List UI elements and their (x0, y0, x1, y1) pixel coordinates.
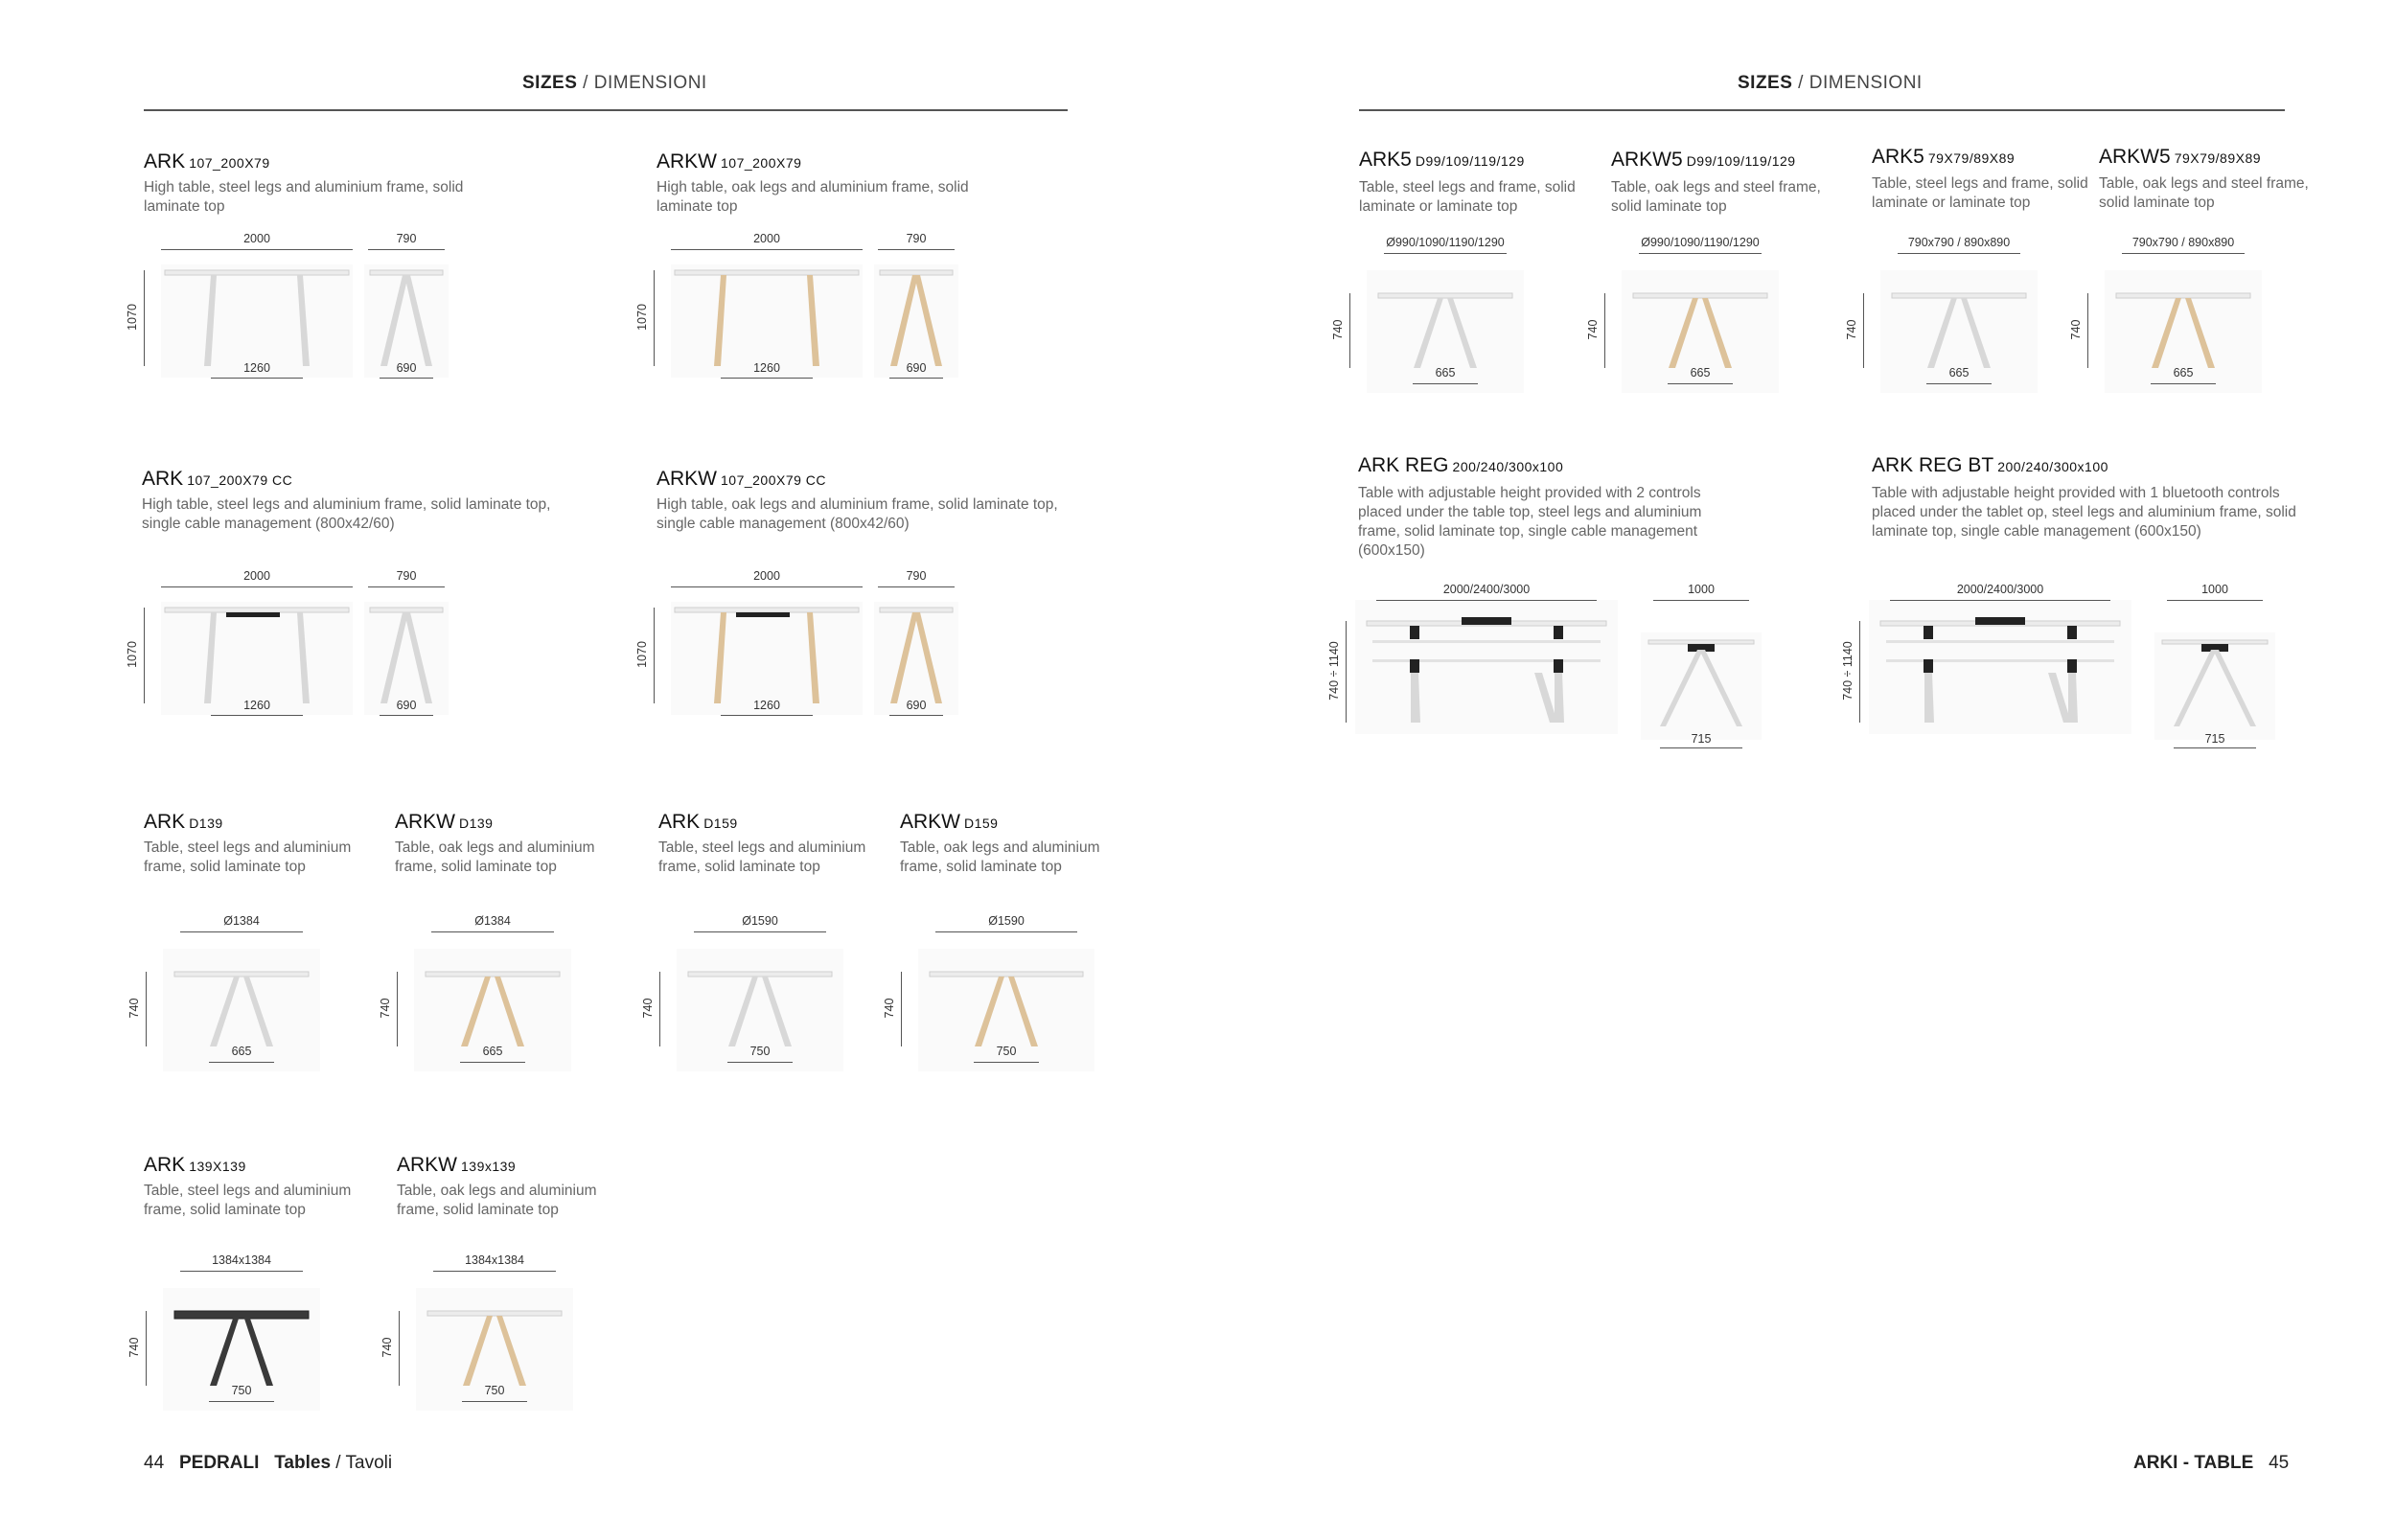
dimension-line (889, 378, 943, 379)
dimension-line (368, 586, 445, 587)
table-top (426, 972, 560, 977)
dimension-line (1859, 621, 1860, 723)
product-description: Table, steel legs and frame, solid laminate or laminate top (1359, 179, 1576, 215)
dimension-line (211, 715, 303, 716)
dimension-line (2167, 600, 2263, 601)
dimension-line (380, 715, 433, 716)
product-title: ARK D159 (658, 811, 738, 833)
product-drawing (126, 567, 479, 730)
table-top (2162, 640, 2268, 644)
product-drawing (2069, 234, 2268, 387)
dimension-label: 740 (2069, 319, 2083, 340)
dimension-label: 1384x1384 (212, 1253, 271, 1267)
dimension-line (1890, 600, 2110, 601)
table-top (1892, 293, 2026, 298)
right-sizes-sublabel: / DIMENSIONI (1792, 73, 1923, 93)
product-drawing (127, 1252, 326, 1414)
dimension-label: 790 (396, 232, 417, 245)
height-control (1554, 626, 1563, 639)
dimension-line (654, 270, 655, 366)
frame-rail (1886, 659, 2114, 662)
product-description: Table, oak legs and steel frame, solid laminate top (1611, 179, 1821, 215)
product-description: Table with adjustable height provided with 1 bluetooth controls placed under the tablet op, steel legs and aluminium frame, solid laminate top, single cable management (600x150) (1872, 485, 2296, 540)
product-title: ARK 139X139 (144, 1154, 246, 1176)
right-sizes-header (1738, 73, 1923, 94)
dimension-label: 1070 (635, 304, 649, 331)
dimension-label: 1384x1384 (465, 1253, 524, 1267)
dimension-label: Ø1590 (988, 914, 1025, 928)
product-description: Table, steel legs and aluminium frame, solid laminate top (144, 839, 352, 875)
product-description: Table with adjustable height provided with 2 controls placed under the table top, steel legs and aluminium frame, solid laminate top, single cable management (600x150) (1358, 485, 1702, 559)
dimension-line (974, 1062, 1039, 1063)
page-number: 44 (144, 1453, 165, 1473)
dimension-line (1660, 747, 1742, 748)
dimension-line (209, 1401, 274, 1402)
left-sizes-sublabel: / DIMENSIONI (577, 73, 707, 93)
dimension-label: 740 (379, 998, 392, 1019)
product-title: ARKW D159 (900, 811, 999, 833)
dimension-line (2174, 747, 2256, 748)
left-header-rule (144, 109, 1068, 111)
product-drawing (635, 567, 989, 730)
brand-name: PEDRALI (178, 1453, 260, 1473)
dimension-line (878, 249, 955, 250)
right-footer (2133, 1453, 2289, 1474)
product-description: Table, steel legs and aluminium frame, solid laminate top (658, 839, 866, 875)
dimension-line (368, 249, 445, 250)
dimension-label: 750 (484, 1384, 505, 1397)
dimension-line (889, 715, 943, 716)
table-top (174, 972, 309, 977)
product-title: ARK5 79X79/89X89 (1872, 146, 2016, 168)
dimension-line (1604, 293, 1605, 368)
table-drawing (2076, 234, 2268, 387)
dimension-line (209, 1062, 274, 1063)
dimension-label: 690 (906, 699, 927, 712)
section-subtitle: / Tavoli (331, 1453, 393, 1473)
dimension-line (180, 1271, 303, 1272)
table-top (165, 270, 349, 275)
dimension-line (146, 1311, 147, 1386)
product-drawing (379, 912, 577, 1075)
dimension-label: 690 (396, 361, 417, 375)
table-top (688, 972, 832, 977)
dimension-label: 2000/2400/3000 (1442, 583, 1531, 596)
dimension-label: 1070 (126, 641, 139, 668)
dimension-label: 1260 (243, 361, 270, 375)
dimension-label: Ø1384 (474, 914, 511, 928)
left-sizes-header (522, 73, 707, 94)
dimension-line (397, 972, 398, 1046)
dimension-label: 740 (1331, 319, 1345, 340)
dimension-line (727, 1062, 793, 1063)
dimension-label: Ø1590 (742, 914, 778, 928)
dimension-label: 790x790 / 890x890 (1907, 236, 2011, 249)
dimension-label: 665 (1435, 366, 1456, 379)
table-top (427, 1311, 562, 1316)
table-top (370, 270, 443, 275)
dimension-label: 665 (231, 1045, 252, 1058)
dimension-line (659, 972, 660, 1046)
frame-rail (1372, 640, 1601, 643)
dimension-label: 790 (906, 232, 927, 245)
height-control (1554, 659, 1563, 673)
dimension-line (462, 1401, 527, 1402)
dimension-label: 1070 (635, 641, 649, 668)
product-drawing (1327, 579, 1792, 767)
dimension-label: 665 (1690, 366, 1711, 379)
dimension-line (460, 1062, 525, 1063)
cable-tray (226, 612, 280, 617)
dimension-line (399, 1311, 400, 1386)
page-number: 45 (2269, 1453, 2290, 1473)
table-top (1378, 293, 1512, 298)
dimension-label: 2000 (243, 232, 270, 245)
dimension-label: 1070 (126, 304, 139, 331)
dimension-line (144, 608, 145, 703)
product-title: ARK 107_200X79 CC (142, 468, 293, 490)
dimension-label: 665 (482, 1045, 503, 1058)
height-control (2067, 626, 2077, 639)
dimension-line (146, 972, 147, 1046)
product-title: ARKW5 79X79/89X89 (2099, 146, 2262, 168)
dimension-label: 740 (1586, 319, 1600, 340)
table-top (1648, 640, 1754, 644)
product-title: ARK 107_200X79 (144, 150, 270, 172)
dimension-label: 740 (641, 998, 655, 1019)
height-control (1410, 626, 1419, 639)
dimension-label: 1260 (753, 361, 780, 375)
dimension-line (433, 1271, 556, 1272)
product-description: High table, steel legs and aluminium frame, solid laminate top (144, 179, 464, 215)
dimension-label: 690 (396, 699, 417, 712)
product-title: ARKW5 D99/109/119/129 (1611, 149, 1796, 171)
product-title: ARKW 107_200X79 CC (657, 468, 827, 490)
dimension-line (1653, 600, 1749, 601)
product-drawing (1586, 234, 1785, 387)
dimension-line (694, 931, 826, 932)
product-description: High table, steel legs and aluminium frame, solid laminate top, single cable management (800x42/60) (142, 496, 551, 532)
dimension-label: 2000 (753, 569, 780, 583)
product-description: Table, oak legs and steel frame, solid laminate top (2099, 175, 2309, 211)
dimension-line (1898, 253, 2020, 254)
right-sizes-label: SIZES (1738, 73, 1793, 93)
dimension-line (1639, 253, 1762, 254)
dimension-label: 665 (2173, 366, 2194, 379)
height-control (1410, 659, 1419, 673)
product-drawing (380, 1252, 579, 1414)
dimension-line (721, 715, 813, 716)
table-drawing (1338, 234, 1530, 387)
dimension-line (1413, 383, 1478, 384)
product-description: High table, oak legs and aluminium frame, solid laminate top (657, 179, 969, 215)
dimension-label: 690 (906, 361, 927, 375)
dimension-label: 740 ÷ 1140 (1327, 641, 1341, 701)
dimension-label: Ø1384 (223, 914, 260, 928)
dimension-label: 790 (396, 569, 417, 583)
product-title: ARKW 139x139 (397, 1154, 517, 1176)
dimension-line (380, 378, 433, 379)
dimension-label: 750 (231, 1384, 252, 1397)
dimension-line (431, 931, 554, 932)
product-drawing (1841, 579, 2306, 767)
product-title: ARK REG 200/240/300x100 (1358, 454, 1564, 476)
section-title: Tables (274, 1453, 332, 1473)
dimension-label: Ø990/1090/1190/1290 (1386, 236, 1505, 249)
dimension-line (1863, 293, 1864, 368)
dimension-line (1376, 600, 1597, 601)
height-control (1924, 659, 1933, 673)
frame-rail (1372, 659, 1601, 662)
dimension-label: 790 (906, 569, 927, 583)
product-drawing (126, 230, 479, 393)
dimension-line (1926, 383, 1992, 384)
product-drawing (641, 912, 849, 1075)
dimension-label: 2000 (243, 569, 270, 583)
table-drawing (1593, 234, 1785, 387)
dimension-label: 715 (2204, 732, 2225, 746)
dimension-line (878, 586, 955, 587)
table-drawing (1852, 234, 2043, 387)
table-top (165, 608, 349, 612)
dimension-line (2151, 383, 2216, 384)
dimension-line (1349, 293, 1350, 368)
dimension-label: 790x790 / 890x890 (2131, 236, 2235, 249)
product-drawing (635, 230, 989, 393)
dimension-line (721, 378, 813, 379)
dimension-label: 740 (127, 1337, 141, 1358)
product-title: ARKW D139 (395, 811, 494, 833)
dimension-label: 1260 (243, 699, 270, 712)
table-top (2116, 293, 2250, 298)
product-description: Table, oak legs and aluminium frame, solid laminate top (395, 839, 595, 875)
dimension-line (2122, 253, 2245, 254)
dimension-line (671, 586, 863, 587)
height-control (1924, 626, 1933, 639)
dimension-label: 750 (996, 1045, 1017, 1058)
product-drawing (883, 912, 1100, 1075)
dimension-label: 2000/2400/3000 (1956, 583, 2044, 596)
dimension-label: 740 (380, 1337, 394, 1358)
frame-rail (1886, 640, 2114, 643)
table-top (930, 972, 1083, 977)
cable-tray (1975, 617, 2025, 625)
height-control (2067, 659, 2077, 673)
product-title: ARK5 D99/109/119/129 (1359, 149, 1525, 171)
dimension-label: 665 (1948, 366, 1970, 379)
product-title: ARKW 107_200X79 (657, 150, 802, 172)
product-drawing (1845, 234, 2043, 387)
dimension-label: 740 (883, 998, 896, 1019)
table-top (1633, 293, 1767, 298)
dimension-line (144, 270, 145, 366)
dimension-label: 740 ÷ 1140 (1841, 641, 1855, 701)
dimension-label: 740 (1845, 319, 1858, 340)
product-description: Table, oak legs and aluminium frame, solid laminate top (900, 839, 1100, 875)
table-top (675, 270, 859, 275)
dimension-line (2087, 293, 2088, 368)
dimension-label: 715 (1691, 732, 1712, 746)
product-title: ARK REG BT 200/240/300x100 (1872, 454, 2108, 476)
dimension-line (654, 608, 655, 703)
product-description: Table, steel legs and aluminium frame, solid laminate top (144, 1183, 352, 1218)
table-top (880, 608, 953, 612)
dimension-label: 1000 (2201, 583, 2228, 596)
dimension-line (935, 931, 1077, 932)
dimension-label: 2000 (753, 232, 780, 245)
product-description: Table, oak legs and aluminium frame, solid laminate top (397, 1183, 597, 1218)
product-description: Table, steel legs and frame, solid laminate or laminate top (1872, 175, 2088, 211)
cable-tray (1462, 617, 1511, 625)
dimension-label: 1000 (1688, 583, 1715, 596)
product-description: High table, oak legs and aluminium frame, solid laminate top, single cable management (800x42/60) (657, 496, 1058, 532)
dimension-label: Ø990/1090/1190/1290 (1641, 236, 1760, 249)
dimension-line (1668, 383, 1733, 384)
dimension-label: 750 (749, 1045, 771, 1058)
dimension-line (180, 931, 303, 932)
collection-title: ARKI - TABLE (2133, 1453, 2254, 1473)
product-drawing (127, 912, 326, 1075)
product-drawing (1331, 234, 1530, 387)
dimension-line (671, 249, 863, 250)
table-top (675, 608, 859, 612)
right-header-rule (1359, 109, 2285, 111)
product-title: ARK D139 (144, 811, 223, 833)
table-top (174, 1311, 309, 1319)
dimension-line (211, 378, 303, 379)
dimension-label: 1260 (753, 699, 780, 712)
dimension-line (161, 249, 353, 250)
dimension-line (1346, 621, 1347, 723)
cable-tray (736, 612, 790, 617)
table-top (880, 270, 953, 275)
table-top (370, 608, 443, 612)
dimension-line (161, 586, 353, 587)
left-footer (144, 1453, 392, 1474)
left-sizes-label: SIZES (522, 73, 578, 93)
dimension-line (901, 972, 902, 1046)
dimension-line (1384, 253, 1507, 254)
dimension-label: 740 (127, 998, 141, 1019)
